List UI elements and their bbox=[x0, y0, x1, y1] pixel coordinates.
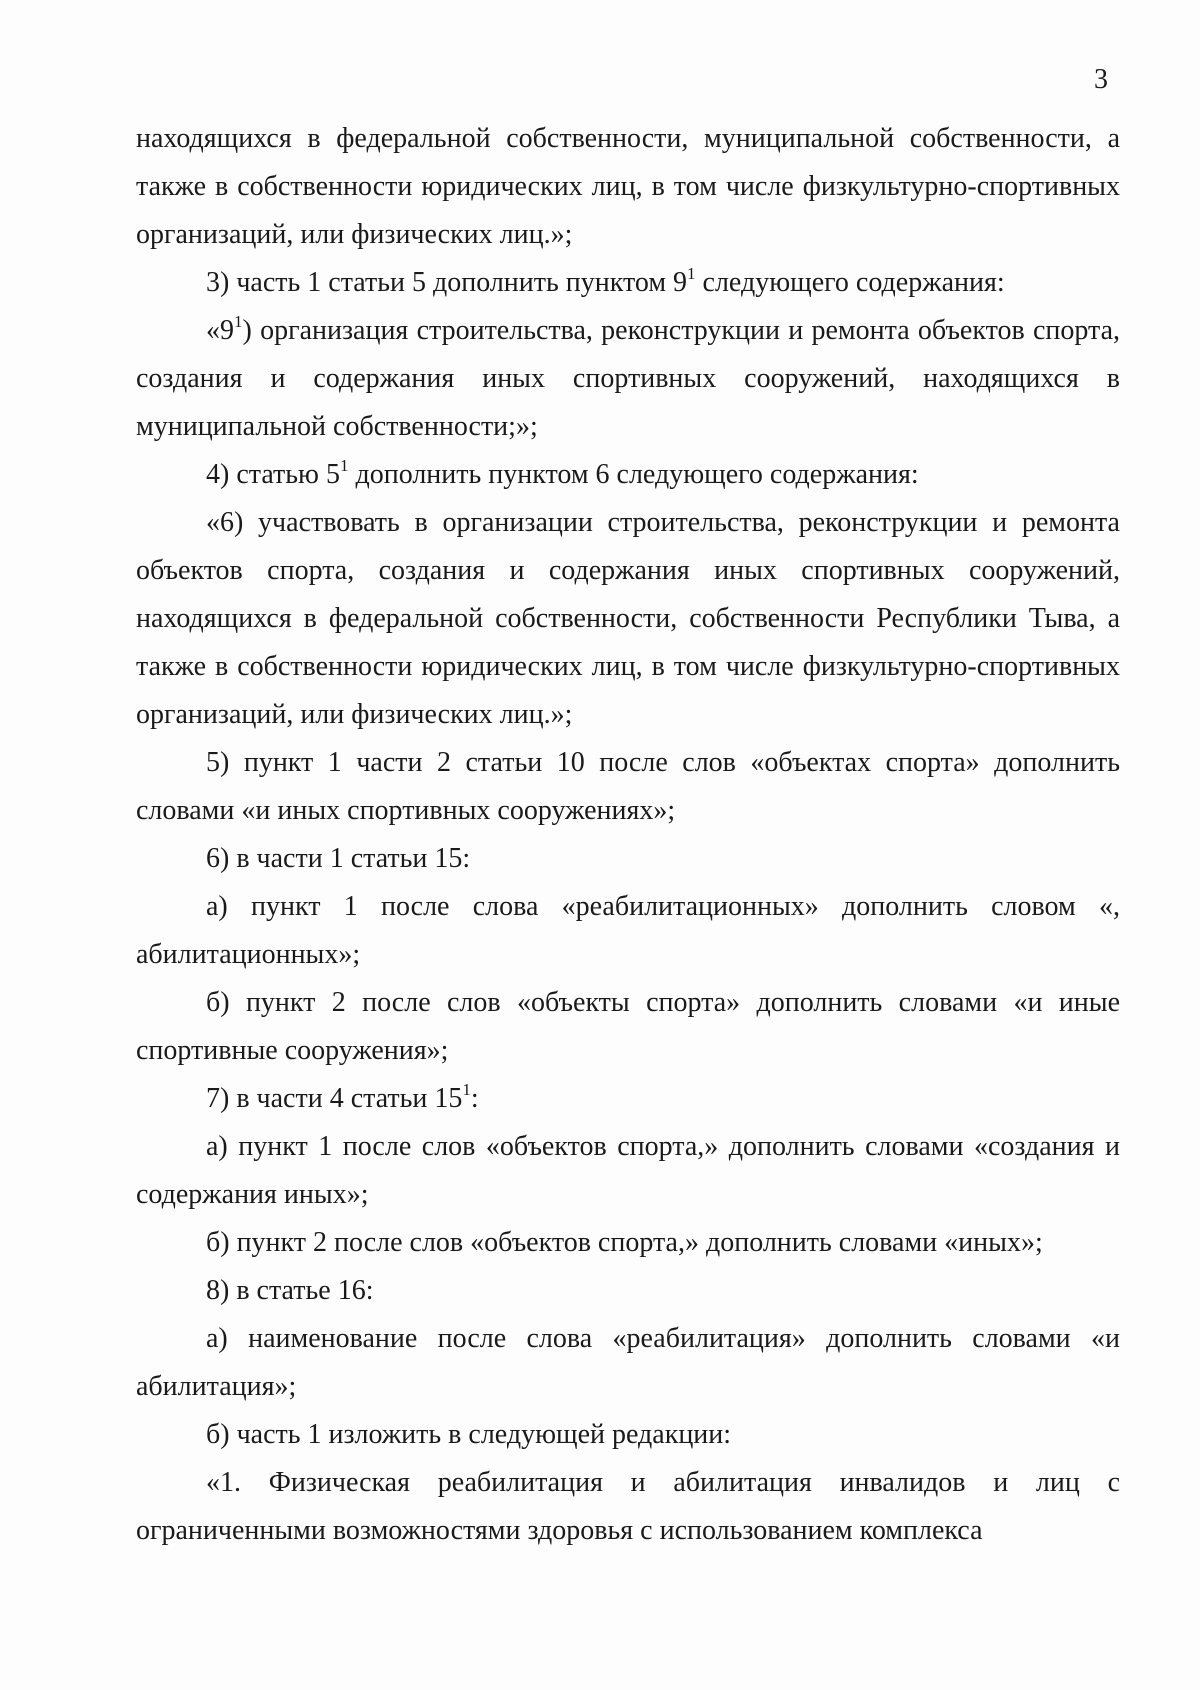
paragraph: «1. Физическая реабилитация и абилитация инвалидов и лиц с ограниченными возможностями здоровья с использованием комплекса bbox=[136, 1467, 1120, 1546]
paragraph: 4) статью $5^1$ дополнить пунктом 6 следующего содержания: bbox=[206, 456, 919, 490]
paragraph: б) пункт 2 после слов «объектов спорта,» дополнить словами «иных»; bbox=[206, 1227, 1043, 1258]
superscript: 1 bbox=[339, 456, 349, 475]
paragraph: 5) пункт 1 части 2 статьи 10 после слов «объектах спорта» дополнить словами «и иных спортивных сооружениях»; bbox=[136, 747, 1120, 826]
page-number: 3 bbox=[1094, 64, 1108, 95]
superscript: 1 bbox=[687, 264, 696, 283]
paragraph: 7) в части 4 статьи $15^1$: bbox=[206, 1080, 479, 1114]
superscript: 1 bbox=[462, 1080, 471, 1099]
paragraph: б) пункт 2 после слов «объекты спорта» дополнить словами «и иные спортивные сооружения»; bbox=[136, 987, 1120, 1066]
paragraph: а) пункт 1 после слов «объектов спорта,» дополнить словами «создания и содержания иных»; bbox=[136, 1131, 1120, 1210]
superscript: 1 bbox=[234, 312, 243, 331]
paragraph: «$9^1$) организация строительства, реконструкции и ремонта объектов спорта, создания и содержания иных спортивных сооружений, находящихся в муниципальной собственности;»; bbox=[136, 312, 1120, 442]
paragraph: 8) в статье 16: bbox=[206, 1275, 374, 1306]
paragraph: находящихся в федеральной собственности, муниципальной собственности, а также в собственности юридических лиц, в том числе физкультурно-спортивных организаций, или физических лиц.»; bbox=[136, 123, 1120, 250]
paragraph: а) пункт 1 после слова «реабилитационных» дополнить словом «, абилитационных»; bbox=[136, 891, 1120, 970]
paragraph: б) часть 1 изложить в следующей редакции: bbox=[206, 1419, 732, 1450]
paragraph: 3) часть 1 статьи 5 дополнить пунктом $9^1$ следующего содержания: bbox=[206, 264, 1005, 298]
paragraph: 6) в части 1 статьи 15: bbox=[206, 843, 471, 874]
paragraph: «6) участвовать в организации строительства, реконструкции и ремонта объектов спорта, создания и содержания иных спортивных сооружений, находящихся в федеральной собственности, собственности Республики Тыва, а также в собственности юридических лиц, в том числе физкультурно-спортивных организаций, или физических лиц.»; bbox=[136, 507, 1120, 730]
document-body bbox=[136, 115, 1120, 1555]
paragraph: а) наименование после слова «реабилитация» дополнить словами «и абилитация»; bbox=[136, 1323, 1120, 1402]
